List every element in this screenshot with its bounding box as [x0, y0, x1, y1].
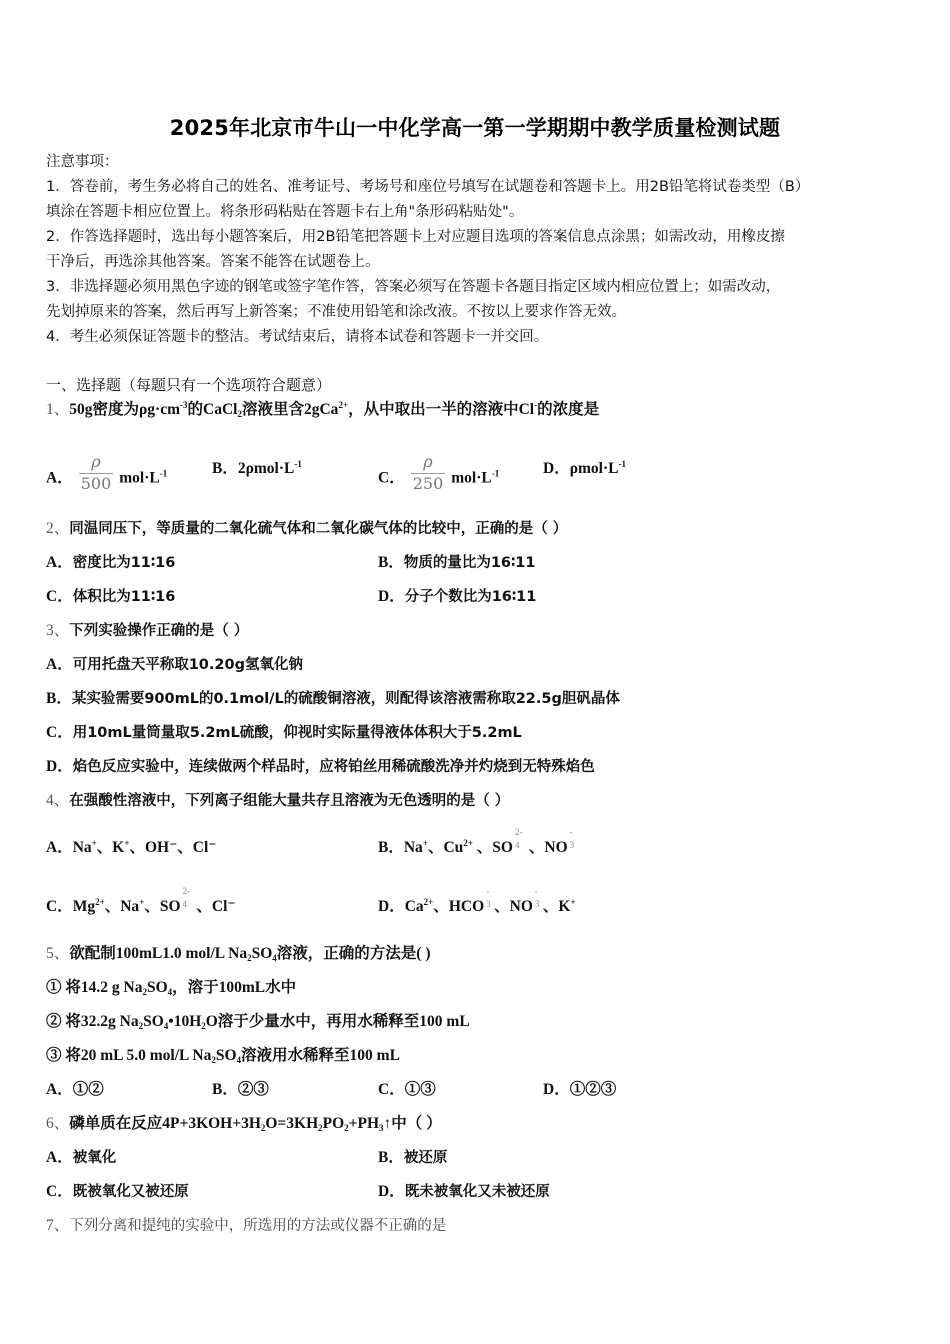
ion-formula: HCO	[448, 898, 485, 915]
subscript: 2	[211, 1055, 216, 1065]
ion-nitrate	[509, 886, 540, 917]
option-label: C．	[46, 588, 73, 605]
q3-option-b	[46, 689, 620, 709]
option-text: ①③	[404, 1081, 436, 1098]
option-label: C．	[378, 1081, 405, 1098]
ion-formula: NO	[544, 839, 568, 856]
question-text: O=3KH	[265, 1115, 319, 1132]
ion-count: 4	[514, 840, 520, 850]
q6-option-c	[46, 1182, 189, 1202]
superscript: 2+	[423, 897, 434, 907]
notice-item: 3．非选择题必须用黑色字迹的钢笔或签字笔作答，答案必须写在答题卡各题目指定区域内相应位置上；如需改动，	[46, 279, 781, 295]
question-text: 欲配制100mL1.0 mol/L Na	[69, 945, 248, 962]
ion-count: 4	[182, 899, 188, 909]
subscript: 4	[167, 987, 173, 997]
q5-option-d	[543, 1080, 616, 1100]
option-text: 焰色反应实验中，连续做两个样品时，应将铂丝用稀硫酸洗净并灼烧到无特殊焰色	[72, 759, 595, 775]
q2-option-a	[46, 553, 175, 573]
question-number: 4、	[46, 792, 70, 809]
question-text: 磷单质在反应4P+3KOH+3H	[69, 1115, 261, 1132]
fraction-numerator: ρ	[423, 452, 433, 471]
option-text: 密度比为11∶16	[72, 555, 176, 571]
option-label: A．	[46, 839, 73, 856]
ion: Na	[72, 839, 92, 856]
item-text: ③ 将20 mL 5.0 mol/L Na	[46, 1047, 212, 1064]
fraction-denominator: 250	[412, 474, 444, 493]
question-number: 5、	[46, 945, 70, 962]
question-text: 溶液，正确的方法是( )	[276, 945, 431, 962]
q5-item-1	[46, 978, 296, 998]
ion: 、Cl⁻	[192, 898, 236, 915]
question-text: 同温同压下，等质量的二氧化硫气体和二氧化碳气体的比较中，正确的是（ ）	[69, 521, 568, 537]
question-text: SO	[251, 945, 273, 962]
q1-option-b	[212, 459, 302, 479]
question-text: ，从中取出一半的溶液中Cl	[348, 401, 535, 418]
question-text: 下列分离和提纯的实验中，所选用的方法或仪器不正确的是	[69, 1218, 447, 1234]
option-label: B．	[212, 1081, 238, 1098]
q4-option-b	[378, 827, 575, 858]
option-label: B．	[46, 690, 72, 707]
option-text: 被氧化	[72, 1150, 117, 1166]
ion-formula: SO	[492, 839, 513, 856]
option-label: C．	[378, 469, 405, 487]
q6-option-b	[378, 1148, 447, 1168]
ion-charge: 2-	[514, 827, 523, 837]
q1-option-c	[378, 452, 500, 499]
q6-option-a	[46, 1148, 116, 1168]
q1-option-d	[543, 459, 626, 479]
question-1	[46, 400, 599, 420]
ion: 、Na	[104, 898, 140, 915]
superscript: -1	[159, 468, 168, 479]
ion: Mg	[72, 898, 96, 915]
q3-option-a	[46, 655, 303, 675]
question-3	[46, 621, 248, 641]
option-label: D．	[543, 460, 570, 477]
page-title: 2025年北京市牛山一中化学高一第一学期期中教学质量检测试题	[169, 116, 781, 140]
option-text: 既被氧化又被还原	[72, 1184, 189, 1200]
question-text: 在强酸性溶液中，下列离子组能大量共存且溶液为无色透明的是（ ）	[69, 793, 510, 809]
question-text: ↑中（ ）	[383, 1115, 442, 1132]
option-text: ρmol·L	[569, 460, 619, 477]
question-number: 3、	[46, 622, 70, 639]
option-label: A．	[46, 1149, 73, 1166]
question-text: 溶液里含2gCa	[241, 401, 339, 418]
option-text: 体积比为11∶16	[72, 589, 176, 605]
ion-sulfate	[159, 886, 191, 917]
subscript: 4	[236, 1055, 242, 1065]
option-label: A．	[46, 469, 73, 487]
q5-option-b	[212, 1080, 269, 1100]
item-text: SO	[215, 1047, 237, 1064]
ion-sulfate	[492, 827, 523, 858]
notice-heading: 注意事项：	[46, 154, 119, 170]
question-5	[46, 944, 430, 964]
question-number: 6、	[46, 1115, 70, 1132]
ion-charge: -	[486, 886, 490, 896]
option-text: 既未被氧化又未被还原	[404, 1184, 550, 1200]
item-text: •10H	[168, 1013, 202, 1030]
q2-option-b	[378, 553, 535, 573]
option-label: D．	[543, 1081, 570, 1098]
option-text: 某实验需要900mL的0.1mol/L的硫酸铜溶液，则配得该溶液需称取22.5g胆矾晶体	[71, 691, 620, 707]
notice-item: 先划掉原来的答案，然后再写上新答案；不准使用铅笔和涂改液。不按以上要求作答无效。	[46, 304, 626, 320]
option-label: A．	[46, 656, 73, 673]
subscript: 4	[272, 953, 277, 963]
superscript: +	[124, 838, 130, 848]
q3-option-d	[46, 757, 595, 777]
ion-formula: NO	[509, 898, 533, 915]
item-text: ② 将32.2g Na	[46, 1013, 139, 1030]
separator: 、	[433, 898, 449, 915]
superscript: -	[534, 400, 538, 410]
subscript: 2	[138, 1021, 144, 1031]
question-number: 2、	[46, 520, 70, 537]
ion-count: 3	[486, 899, 491, 909]
superscript: -3	[180, 400, 188, 410]
option-text: 分子个数比为16∶11	[404, 589, 537, 605]
ion-nitrate	[544, 827, 575, 858]
subscript: 2	[318, 1123, 323, 1133]
ion-charge: -	[534, 886, 538, 896]
item-text: ① 将14.2 g Na	[46, 979, 143, 996]
option-text: 2ρmol·L	[237, 460, 295, 477]
ion: Ca	[404, 898, 424, 915]
option-label: C．	[46, 1183, 73, 1200]
question-number: 1、	[46, 401, 70, 418]
question-4	[46, 791, 509, 811]
item-text: SO	[146, 979, 168, 996]
option-text: 可用托盘天平称取10.20g氢氧化钠	[72, 657, 303, 673]
option-label: B．	[378, 839, 404, 856]
item-text: SO	[143, 1013, 164, 1030]
option-text: 被还原	[403, 1150, 448, 1166]
q3-option-c	[46, 723, 522, 743]
section-heading: 一、选择题（每题只有一个选项符合题意）	[46, 376, 332, 394]
ion: 、K	[96, 839, 125, 856]
question-text: +PH	[348, 1115, 380, 1132]
superscript: 2+	[463, 838, 473, 848]
option-label: D．	[378, 588, 405, 605]
q5-option-c	[378, 1080, 436, 1100]
ion-charge: 2-	[182, 886, 191, 896]
question-text: 的CaCl	[187, 401, 238, 418]
separator: 、	[524, 839, 545, 856]
q2-option-d	[378, 587, 536, 607]
superscript: 2+	[338, 400, 349, 410]
fraction-numerator: ρ	[91, 452, 101, 471]
option-text: ②③	[237, 1081, 269, 1098]
option-text: 用10mL量筒量取5.2mL硫酸，仰视时实际量得液体体积大于5.2mL	[72, 725, 522, 741]
subscript: 2	[142, 987, 147, 997]
option-label: D．	[46, 758, 73, 775]
ion: Na	[403, 839, 423, 856]
notice-item: 填涂在答题卡相应位置上。将条形码粘贴在答题卡右上角"条形码粘贴处"。	[46, 204, 524, 220]
fraction-denominator: 500	[80, 474, 112, 493]
question-text: 下列实验操作正确的是（ ）	[69, 623, 249, 639]
option-label: D．	[378, 898, 405, 915]
superscript: -1	[294, 459, 302, 469]
q4-option-d	[378, 886, 576, 917]
option-label: D．	[378, 1183, 405, 1200]
item-text: O溶于少量水中，再用水稀释至100 mL	[205, 1013, 470, 1030]
q2-option-c	[46, 587, 175, 607]
option-label: A．	[46, 1081, 73, 1098]
superscript: +	[570, 897, 576, 907]
question-text: PO	[322, 1115, 345, 1132]
separator: 、	[144, 898, 160, 915]
q4-option-a	[46, 838, 216, 858]
superscript: 2+	[95, 897, 105, 907]
subscript: 2	[260, 1123, 266, 1133]
item-text: ，溶于100mL水中	[172, 979, 297, 996]
subscript: 3	[379, 1123, 384, 1133]
option-label: B．	[212, 460, 238, 477]
question-2	[46, 519, 567, 539]
notice-item: 2．作答选择题时，选出每小题答案后，用2B铅笔把答题卡上对应题目选项的答案信息点涂黑；如需改动，用橡皮擦	[46, 229, 785, 245]
q1-option-a	[46, 452, 168, 499]
unit: mol·L	[451, 469, 492, 487]
ion-formula: SO	[159, 898, 181, 915]
subscript: 2	[237, 409, 242, 419]
question-number: 7、	[46, 1217, 70, 1234]
q4-option-c	[46, 886, 236, 917]
notice-item: 干净后，再选涂其他答案。答案不能答在试题卷上。	[46, 254, 380, 270]
subscript: 2	[247, 953, 252, 963]
superscript: +	[139, 897, 145, 907]
option-text: ①②③	[569, 1081, 617, 1098]
question-6	[46, 1114, 442, 1134]
option-label: A．	[46, 554, 73, 571]
question-text: 的浓度是	[537, 401, 600, 418]
subscript: 4	[163, 1021, 169, 1031]
unit: mol·L	[119, 469, 160, 487]
superscript: -1	[618, 459, 626, 469]
separator: 、	[472, 839, 493, 856]
question-text: 50g密度为ρg·cm	[69, 401, 181, 418]
ion-charge: -	[569, 827, 573, 837]
q5-option-a	[46, 1080, 104, 1100]
ion-count: 3	[534, 899, 540, 909]
option-text: ①②	[72, 1081, 104, 1098]
fraction	[411, 453, 446, 493]
ion-bicarbonate	[448, 886, 491, 917]
option-label: B．	[378, 1149, 404, 1166]
q5-item-2	[46, 1012, 470, 1032]
ion: 、OH⁻、Cl⁻	[129, 839, 217, 856]
question-7	[46, 1216, 446, 1236]
subscript: 2	[344, 1123, 349, 1133]
option-text: 物质的量比为16∶11	[403, 555, 536, 571]
option-label: C．	[46, 724, 73, 741]
ion-count: 3	[569, 840, 575, 850]
q5-item-3	[46, 1046, 400, 1066]
superscript: +	[91, 838, 97, 848]
subscript: 2	[201, 1021, 206, 1031]
ion: 、K	[542, 898, 571, 915]
superscript: -1	[491, 468, 500, 479]
notice-item: 4．考生必须保证答题卡的整洁。考试结束后，请将本试卷和答题卡一并交回。	[46, 329, 549, 345]
option-label: C．	[46, 898, 73, 915]
notice-item: 1．答卷前，考生务必将自己的姓名、准考证号、考场号和座位号填写在试题卷和答题卡上。用2B铅笔将试卷类型（B）	[46, 179, 810, 195]
q6-option-d	[378, 1182, 550, 1202]
superscript: +	[422, 838, 428, 848]
item-text: 溶液用水稀释至100 mL	[241, 1047, 400, 1064]
fraction	[79, 453, 114, 493]
option-label: B．	[378, 554, 404, 571]
ion: 、Cu	[427, 839, 464, 856]
separator: 、	[494, 898, 510, 915]
